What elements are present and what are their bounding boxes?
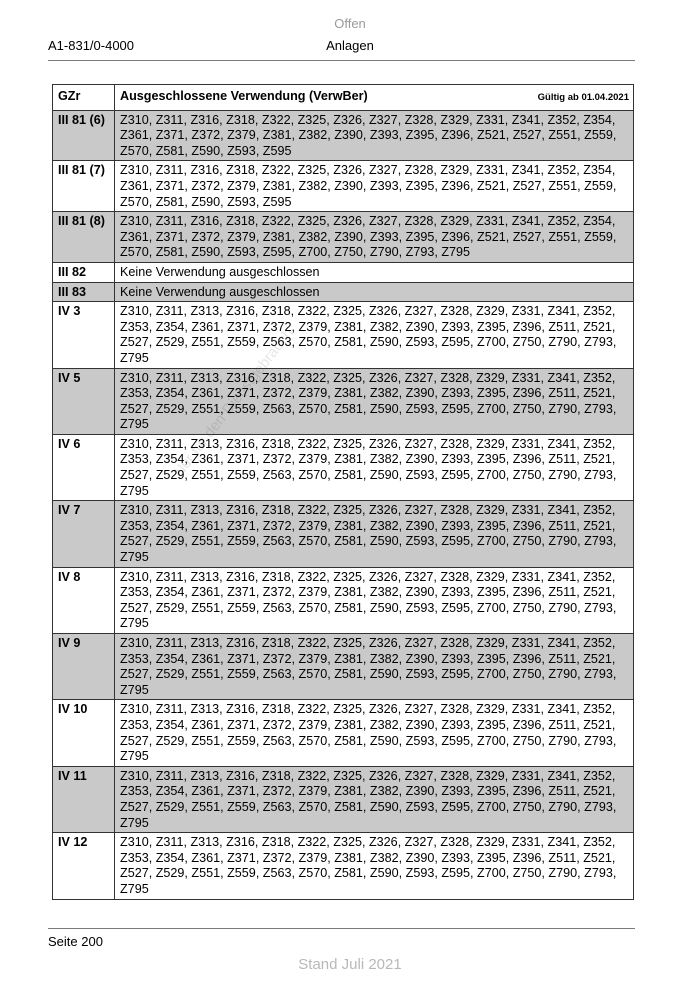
table-row: [53, 212, 634, 263]
gzr-cell: IV 9: [53, 634, 115, 700]
verwendung-cell: Z310, Z311, Z313, Z316, Z318, Z322, Z325, Z326, Z327, Z328, Z329, Z331, Z341, Z352, Z353, Z354, Z361, Z371, Z372, Z379, Z381, Z382, Z390, Z393, Z395, Z396, Z511, Z521, Z527, Z529, Z551, Z559, Z563, Z570, Z581, Z590, Z593, Z595, Z700, Z750, Z790, Z793, Z795: [115, 634, 634, 700]
table-row: [53, 434, 634, 500]
classification-label: Offen: [334, 16, 366, 31]
table-row: [53, 634, 634, 700]
verwendung-cell: Keine Verwendung ausgeschlossen: [115, 282, 634, 302]
document-id: A1-831/0-4000: [48, 38, 135, 53]
exclusion-table: [52, 84, 634, 900]
valid-from-label: Gültig ab 01.04.2021: [537, 92, 629, 103]
page-number: Seite 200: [48, 934, 103, 949]
gzr-cell: IV 5: [53, 368, 115, 434]
verwendung-cell: Z310, Z311, Z313, Z316, Z318, Z322, Z325, Z326, Z327, Z328, Z329, Z331, Z341, Z352, Z353, Z354, Z361, Z371, Z372, Z379, Z381, Z382, Z390, Z393, Z395, Z396, Z511, Z521, Z527, Z529, Z551, Z559, Z563, Z570, Z581, Z590, Z593, Z595, Z700, Z750, Z790, Z793, Z795: [115, 833, 634, 899]
gzr-cell: III 81 (6): [53, 110, 115, 161]
section-title: Anlagen: [326, 38, 374, 53]
gzr-cell: III 81 (7): [53, 161, 115, 212]
verwendung-cell: Z310, Z311, Z316, Z318, Z322, Z325, Z326, Z327, Z328, Z329, Z331, Z341, Z352, Z354, Z361, Z371, Z372, Z379, Z381, Z382, Z390, Z393, Z395, Z396, Z521, Z527, Z551, Z559, Z570, Z581, Z590, Z593, Z595, Z700, Z750, Z790, Z793, Z795: [115, 212, 634, 263]
table-header-row: [53, 85, 634, 111]
column-header-verwendung: [115, 85, 634, 111]
verwendung-cell: Z310, Z311, Z313, Z316, Z318, Z322, Z325, Z326, Z327, Z328, Z329, Z331, Z341, Z352, Z353, Z354, Z361, Z371, Z372, Z379, Z381, Z382, Z390, Z393, Z395, Z396, Z511, Z521, Z527, Z529, Z551, Z559, Z563, Z570, Z581, Z590, Z593, Z595, Z700, Z750, Z790, Z793, Z795: [115, 302, 634, 368]
verwendung-cell: Z310, Z311, Z316, Z318, Z322, Z325, Z326, Z327, Z328, Z329, Z331, Z341, Z352, Z354, Z361, Z371, Z372, Z379, Z381, Z382, Z390, Z393, Z395, Z396, Z521, Z527, Z551, Z559, Z570, Z581, Z590, Z593, Z595: [115, 161, 634, 212]
gzr-cell: IV 12: [53, 833, 115, 899]
column-header-gzr: GZr: [53, 85, 115, 111]
table-row: [53, 368, 634, 434]
column-header-verwendung-label: Ausgeschlossene Verwendung (VerwBer): [120, 89, 368, 103]
gzr-cell: III 82: [53, 262, 115, 282]
table-row: [53, 567, 634, 633]
verwendung-cell: Z310, Z311, Z313, Z316, Z318, Z322, Z325, Z326, Z327, Z328, Z329, Z331, Z341, Z352, Z353, Z354, Z361, Z371, Z372, Z379, Z381, Z382, Z390, Z393, Z395, Z396, Z511, Z521, Z527, Z529, Z551, Z559, Z563, Z570, Z581, Z590, Z593, Z595, Z700, Z750, Z790, Z793, Z795: [115, 368, 634, 434]
verwendung-cell: Z310, Z311, Z313, Z316, Z318, Z322, Z325, Z326, Z327, Z328, Z329, Z331, Z341, Z352, Z353, Z354, Z361, Z371, Z372, Z379, Z381, Z382, Z390, Z393, Z395, Z396, Z511, Z521, Z527, Z529, Z551, Z559, Z563, Z570, Z581, Z590, Z593, Z595, Z700, Z750, Z790, Z793, Z795: [115, 501, 634, 567]
verwendung-cell: Z310, Z311, Z313, Z316, Z318, Z322, Z325, Z326, Z327, Z328, Z329, Z331, Z341, Z352, Z353, Z354, Z361, Z371, Z372, Z379, Z381, Z382, Z390, Z393, Z395, Z396, Z511, Z521, Z527, Z529, Z551, Z559, Z563, Z570, Z581, Z590, Z593, Z595, Z700, Z750, Z790, Z793, Z795: [115, 567, 634, 633]
verwendung-cell: Z310, Z311, Z313, Z316, Z318, Z322, Z325, Z326, Z327, Z328, Z329, Z331, Z341, Z352, Z353, Z354, Z361, Z371, Z372, Z379, Z381, Z382, Z390, Z393, Z395, Z396, Z511, Z521, Z527, Z529, Z551, Z559, Z563, Z570, Z581, Z590, Z593, Z595, Z700, Z750, Z790, Z793, Z795: [115, 766, 634, 832]
gzr-cell: III 83: [53, 282, 115, 302]
verwendung-cell: Z310, Z311, Z313, Z316, Z318, Z322, Z325, Z326, Z327, Z328, Z329, Z331, Z341, Z352, Z353, Z354, Z361, Z371, Z372, Z379, Z381, Z382, Z390, Z393, Z395, Z396, Z511, Z521, Z527, Z529, Z551, Z559, Z563, Z570, Z581, Z590, Z593, Z595, Z700, Z750, Z790, Z793, Z795: [115, 434, 634, 500]
table-row: [53, 282, 634, 302]
gzr-cell: IV 7: [53, 501, 115, 567]
header-divider: [48, 60, 635, 61]
table-row: [53, 700, 634, 766]
verwendung-cell: Keine Verwendung ausgeschlossen: [115, 262, 634, 282]
gzr-cell: III 81 (8): [53, 212, 115, 263]
gzr-cell: IV 8: [53, 567, 115, 633]
table-row: [53, 110, 634, 161]
table-row: [53, 833, 634, 899]
table-row: [53, 262, 634, 282]
document-date: Stand Juli 2021: [298, 956, 402, 973]
table-row: [53, 766, 634, 832]
table-row: [53, 501, 634, 567]
gzr-cell: IV 10: [53, 700, 115, 766]
verwendung-cell: Z310, Z311, Z316, Z318, Z322, Z325, Z326, Z327, Z328, Z329, Z331, Z341, Z352, Z354, Z361, Z371, Z372, Z379, Z381, Z382, Z390, Z393, Z395, Z396, Z521, Z527, Z551, Z559, Z570, Z581, Z590, Z593, Z595: [115, 110, 634, 161]
gzr-cell: IV 6: [53, 434, 115, 500]
table-row: [53, 302, 634, 368]
verwendung-cell: Z310, Z311, Z313, Z316, Z318, Z322, Z325, Z326, Z327, Z328, Z329, Z331, Z341, Z352, Z353, Z354, Z361, Z371, Z372, Z379, Z381, Z382, Z390, Z393, Z395, Z396, Z511, Z521, Z527, Z529, Z551, Z559, Z563, Z570, Z581, Z590, Z593, Z595, Z700, Z750, Z790, Z793, Z795: [115, 700, 634, 766]
footer-divider: [48, 928, 635, 929]
table-row: [53, 161, 634, 212]
gzr-cell: IV 11: [53, 766, 115, 832]
gzr-cell: IV 3: [53, 302, 115, 368]
